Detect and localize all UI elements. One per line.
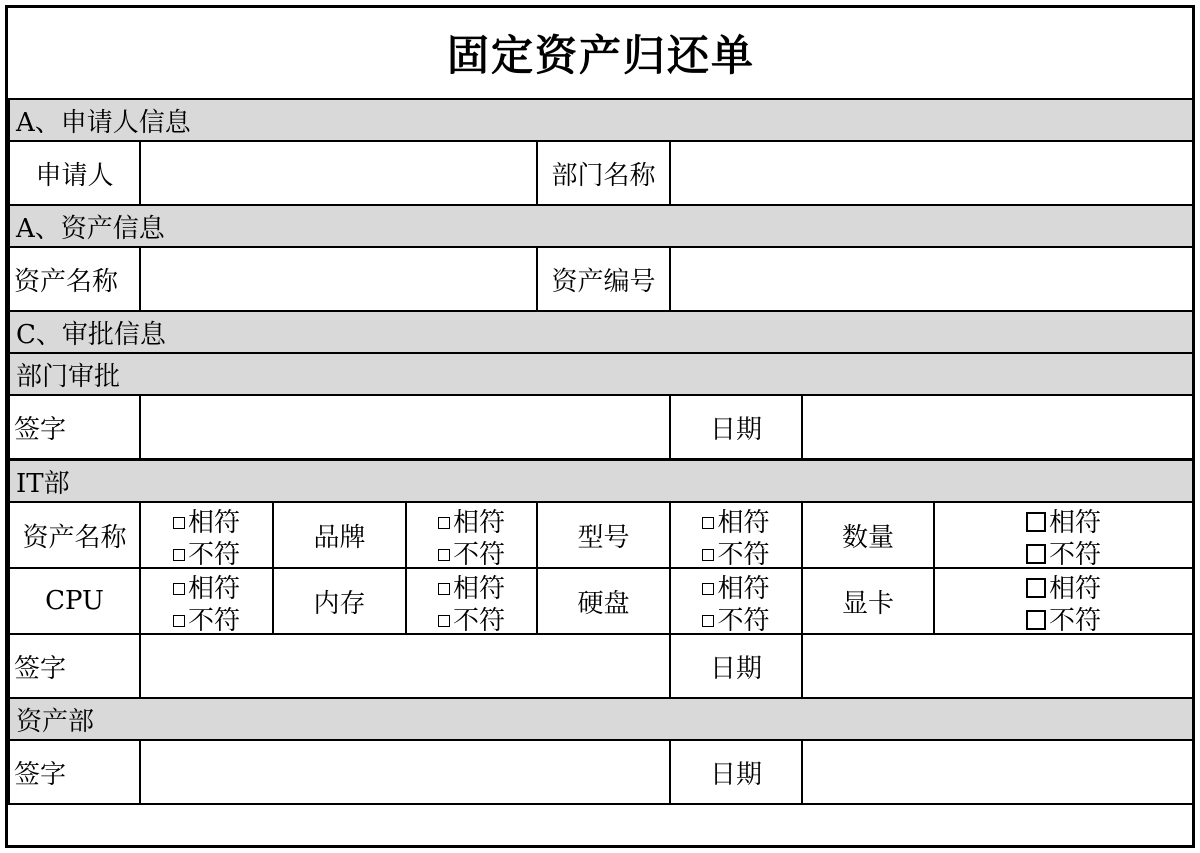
mismatch-option[interactable]: 不符	[702, 539, 769, 565]
section-it-dept: IT部	[9, 460, 1193, 503]
mismatch-option[interactable]: 不符	[438, 539, 505, 565]
graphics-card-label: 显卡	[802, 568, 934, 634]
it-signature-label: 签字	[9, 634, 140, 698]
checkbox-icon[interactable]	[702, 549, 714, 561]
graphics-card-check-cell	[934, 568, 1193, 634]
asset-dept-signature-field[interactable]	[140, 740, 670, 804]
checkbox-icon[interactable]	[702, 583, 714, 595]
it-signature-field[interactable]	[140, 634, 670, 698]
dept-signature-label: 签字	[9, 395, 140, 460]
asset-number-label: 资产编号	[537, 247, 670, 311]
it-date-label: 日期	[670, 634, 802, 698]
match-option[interactable]: 相符	[438, 507, 505, 539]
checkbox-icon[interactable]	[438, 583, 450, 595]
mismatch-option[interactable]: 不符	[1026, 605, 1101, 631]
form-table	[8, 8, 1194, 805]
department-name-label: 部门名称	[537, 141, 670, 205]
section-asset-info: A、资产信息	[9, 205, 1193, 247]
applicant-field[interactable]	[140, 141, 537, 205]
checkbox-icon[interactable]	[702, 517, 714, 529]
checkbox-icon[interactable]	[438, 615, 450, 627]
it-date-field[interactable]	[802, 634, 1193, 698]
mismatch-option[interactable]: 不符	[173, 605, 240, 631]
quantity-check-cell	[934, 502, 1193, 568]
memory-check-cell	[406, 568, 537, 634]
brand-label: 品牌	[273, 502, 406, 568]
asset-name-label: 资产名称	[9, 247, 140, 311]
asset-name-check-cell	[140, 502, 273, 568]
disk-check-cell	[670, 568, 802, 634]
match-option[interactable]: 相符	[1026, 573, 1101, 605]
checkbox-icon[interactable]	[1026, 610, 1046, 630]
checkbox-icon[interactable]	[173, 549, 185, 561]
applicant-label: 申请人	[9, 141, 140, 205]
checkbox-icon[interactable]	[173, 583, 185, 595]
asset-number-field[interactable]	[670, 247, 1193, 311]
asset-dept-signature-label: 签字	[9, 740, 140, 804]
checkbox-icon[interactable]	[1026, 512, 1046, 532]
checkbox-icon[interactable]	[438, 517, 450, 529]
match-option[interactable]: 相符	[1026, 507, 1101, 539]
brand-check-cell	[406, 502, 537, 568]
form-title: 固定资产归还单	[9, 8, 1193, 99]
mismatch-option[interactable]: 不符	[1026, 539, 1101, 565]
model-label: 型号	[537, 502, 670, 568]
section-dept-approval: 部门审批	[9, 353, 1193, 395]
match-option[interactable]: 相符	[438, 573, 505, 605]
asset-dept-date-field[interactable]	[802, 740, 1193, 804]
section-applicant-info: A、申请人信息	[9, 99, 1193, 141]
asset-dept-date-label: 日期	[670, 740, 802, 804]
quantity-label: 数量	[802, 502, 934, 568]
match-option[interactable]: 相符	[702, 507, 769, 539]
match-option[interactable]: 相符	[173, 573, 240, 605]
dept-date-label: 日期	[670, 395, 802, 460]
model-check-cell	[670, 502, 802, 568]
department-name-field[interactable]	[670, 141, 1193, 205]
match-option[interactable]: 相符	[702, 573, 769, 605]
mismatch-option[interactable]: 不符	[173, 539, 240, 565]
checkbox-icon[interactable]	[173, 615, 185, 627]
memory-label: 内存	[273, 568, 406, 634]
cpu-check-cell	[140, 568, 273, 634]
form-sheet	[5, 5, 1195, 848]
match-option[interactable]: 相符	[173, 507, 240, 539]
checkbox-icon[interactable]	[173, 517, 185, 529]
checkbox-icon[interactable]	[1026, 544, 1046, 564]
disk-label: 硬盘	[537, 568, 670, 634]
mismatch-option[interactable]: 不符	[702, 605, 769, 631]
dept-signature-field[interactable]	[140, 395, 670, 460]
mismatch-option[interactable]: 不符	[438, 605, 505, 631]
it-asset-name-label: 资产名称	[9, 502, 140, 568]
section-approval-info: C、审批信息	[9, 311, 1193, 353]
section-asset-dept: 资产部	[9, 698, 1193, 740]
checkbox-icon[interactable]	[438, 549, 450, 561]
checkbox-icon[interactable]	[702, 615, 714, 627]
cpu-label: CPU	[9, 568, 140, 634]
dept-date-field[interactable]	[802, 395, 1193, 460]
checkbox-icon[interactable]	[1026, 578, 1046, 598]
asset-name-field[interactable]	[140, 247, 537, 311]
